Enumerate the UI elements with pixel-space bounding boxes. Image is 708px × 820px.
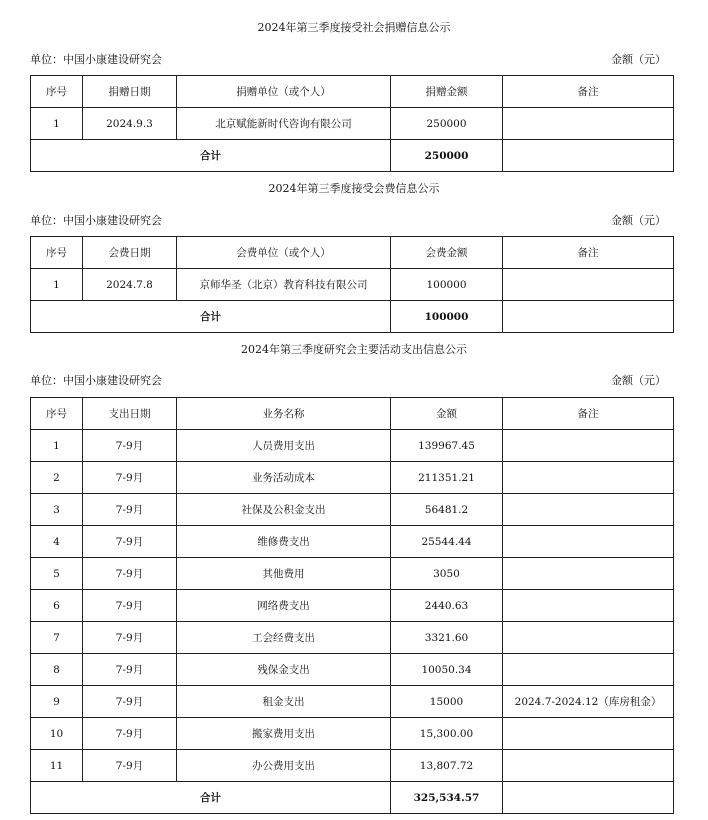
table-row — [31, 430, 674, 462]
total-amount: 325,534.57 — [391, 782, 503, 814]
total-note — [503, 782, 674, 814]
expenses-unit: 单位：中国小康建设研究会 — [30, 374, 162, 387]
row-amount: 10050.34 — [391, 654, 503, 686]
row-date: 7-9月 — [83, 718, 177, 750]
row-name: 搬家费用支出 — [177, 718, 391, 750]
row-note — [503, 269, 674, 301]
column-header: 捐赠日期 — [83, 76, 177, 108]
total-label: 合计 — [31, 140, 391, 172]
row-name: 维修费支出 — [177, 526, 391, 558]
row-name: 京师华圣（北京）教育科技有限公司 — [177, 269, 391, 301]
column-header: 备注 — [503, 398, 674, 430]
row-name: 北京赋能新时代咨询有限公司 — [177, 108, 391, 140]
row-amount: 56481.2 — [391, 494, 503, 526]
column-header: 支出日期 — [83, 398, 177, 430]
column-header: 序号 — [31, 76, 83, 108]
row-date: 7-9月 — [83, 590, 177, 622]
row-number: 11 — [31, 750, 83, 782]
row-amount: 139967.45 — [391, 430, 503, 462]
total-note — [503, 140, 674, 172]
expenses-title: 2024年第三季度研究会主要活动支出信息公示 — [241, 343, 467, 356]
row-date: 7-9月 — [83, 686, 177, 718]
row-date: 7-9月 — [83, 526, 177, 558]
row-note — [503, 526, 674, 558]
fees-table — [30, 236, 674, 333]
header-row — [31, 398, 674, 430]
donation-table — [30, 75, 674, 172]
row-name: 办公费用支出 — [177, 750, 391, 782]
donation-currency: 金额（元） — [611, 53, 666, 66]
column-header: 会费日期 — [83, 237, 177, 269]
row-date: 7-9月 — [83, 750, 177, 782]
row-date: 7-9月 — [83, 558, 177, 590]
table-row — [31, 494, 674, 526]
row-note — [503, 558, 674, 590]
column-header: 金额 — [391, 398, 503, 430]
row-amount: 3050 — [391, 558, 503, 590]
row-number: 6 — [31, 590, 83, 622]
total-label: 合计 — [31, 782, 391, 814]
row-note — [503, 622, 674, 654]
row-note — [503, 590, 674, 622]
column-header: 捐赠单位（或个人） — [177, 76, 391, 108]
row-note — [503, 462, 674, 494]
row-date: 7-9月 — [83, 462, 177, 494]
table-row — [31, 462, 674, 494]
table-row — [31, 622, 674, 654]
table-row — [31, 750, 674, 782]
expenses-table — [30, 397, 674, 814]
column-header: 业务名称 — [177, 398, 391, 430]
row-number: 1 — [31, 269, 83, 301]
row-note — [503, 494, 674, 526]
row-note — [503, 108, 674, 140]
row-amount: 13,807.72 — [391, 750, 503, 782]
fees-unit: 单位：中国小康建设研究会 — [30, 214, 162, 227]
row-number: 7 — [31, 622, 83, 654]
row-date: 7-9月 — [83, 494, 177, 526]
row-amount: 2440.63 — [391, 590, 503, 622]
row-amount: 25544.44 — [391, 526, 503, 558]
total-row — [31, 782, 674, 814]
column-header: 备注 — [503, 76, 674, 108]
table-row — [31, 686, 674, 718]
column-header: 备注 — [503, 237, 674, 269]
column-header: 序号 — [31, 237, 83, 269]
table-row — [31, 558, 674, 590]
row-date: 2024.7.8 — [83, 269, 177, 301]
row-name: 工会经费支出 — [177, 622, 391, 654]
row-note — [503, 654, 674, 686]
row-amount: 250000 — [391, 108, 503, 140]
row-number: 5 — [31, 558, 83, 590]
row-amount: 3321.60 — [391, 622, 503, 654]
fees-title: 2024年第三季度接受会费信息公示 — [268, 182, 440, 195]
table-row — [31, 108, 674, 140]
total-row — [31, 301, 674, 333]
row-number: 9 — [31, 686, 83, 718]
row-number: 1 — [31, 108, 83, 140]
row-number: 2 — [31, 462, 83, 494]
table-row — [31, 526, 674, 558]
row-note — [503, 430, 674, 462]
column-header: 会费单位（或个人） — [177, 237, 391, 269]
expenses-currency: 金额（元） — [611, 374, 666, 387]
row-date: 2024.9.3 — [83, 108, 177, 140]
row-amount: 15000 — [391, 686, 503, 718]
header-row — [31, 76, 674, 108]
row-name: 社保及公积金支出 — [177, 494, 391, 526]
total-amount: 100000 — [391, 301, 503, 333]
row-note: 2024.7-2024.12（库房租金） — [503, 686, 674, 718]
row-number: 8 — [31, 654, 83, 686]
donation-unit: 单位：中国小康建设研究会 — [30, 53, 162, 66]
row-number: 3 — [31, 494, 83, 526]
row-number: 1 — [31, 430, 83, 462]
total-label: 合计 — [31, 301, 391, 333]
row-name: 租金支出 — [177, 686, 391, 718]
fees-currency: 金额（元） — [611, 214, 666, 227]
table-row — [31, 718, 674, 750]
table-row — [31, 269, 674, 301]
column-header: 捐赠金额 — [391, 76, 503, 108]
donation-title: 2024年第三季度接受社会捐赠信息公示 — [257, 21, 451, 34]
column-header: 序号 — [31, 398, 83, 430]
row-number: 10 — [31, 718, 83, 750]
row-name: 网络费支出 — [177, 590, 391, 622]
total-note — [503, 301, 674, 333]
table-row — [31, 654, 674, 686]
header-row — [31, 237, 674, 269]
row-number: 4 — [31, 526, 83, 558]
row-date: 7-9月 — [83, 430, 177, 462]
row-amount: 211351.21 — [391, 462, 503, 494]
total-row — [31, 140, 674, 172]
column-header: 会费金额 — [391, 237, 503, 269]
row-date: 7-9月 — [83, 654, 177, 686]
row-note — [503, 750, 674, 782]
row-name: 业务活动成本 — [177, 462, 391, 494]
row-note — [503, 718, 674, 750]
total-amount: 250000 — [391, 140, 503, 172]
table-row — [31, 590, 674, 622]
row-name: 残保金支出 — [177, 654, 391, 686]
row-name: 其他费用 — [177, 558, 391, 590]
row-amount: 100000 — [391, 269, 503, 301]
row-amount: 15,300.00 — [391, 718, 503, 750]
row-date: 7-9月 — [83, 622, 177, 654]
row-name: 人员费用支出 — [177, 430, 391, 462]
